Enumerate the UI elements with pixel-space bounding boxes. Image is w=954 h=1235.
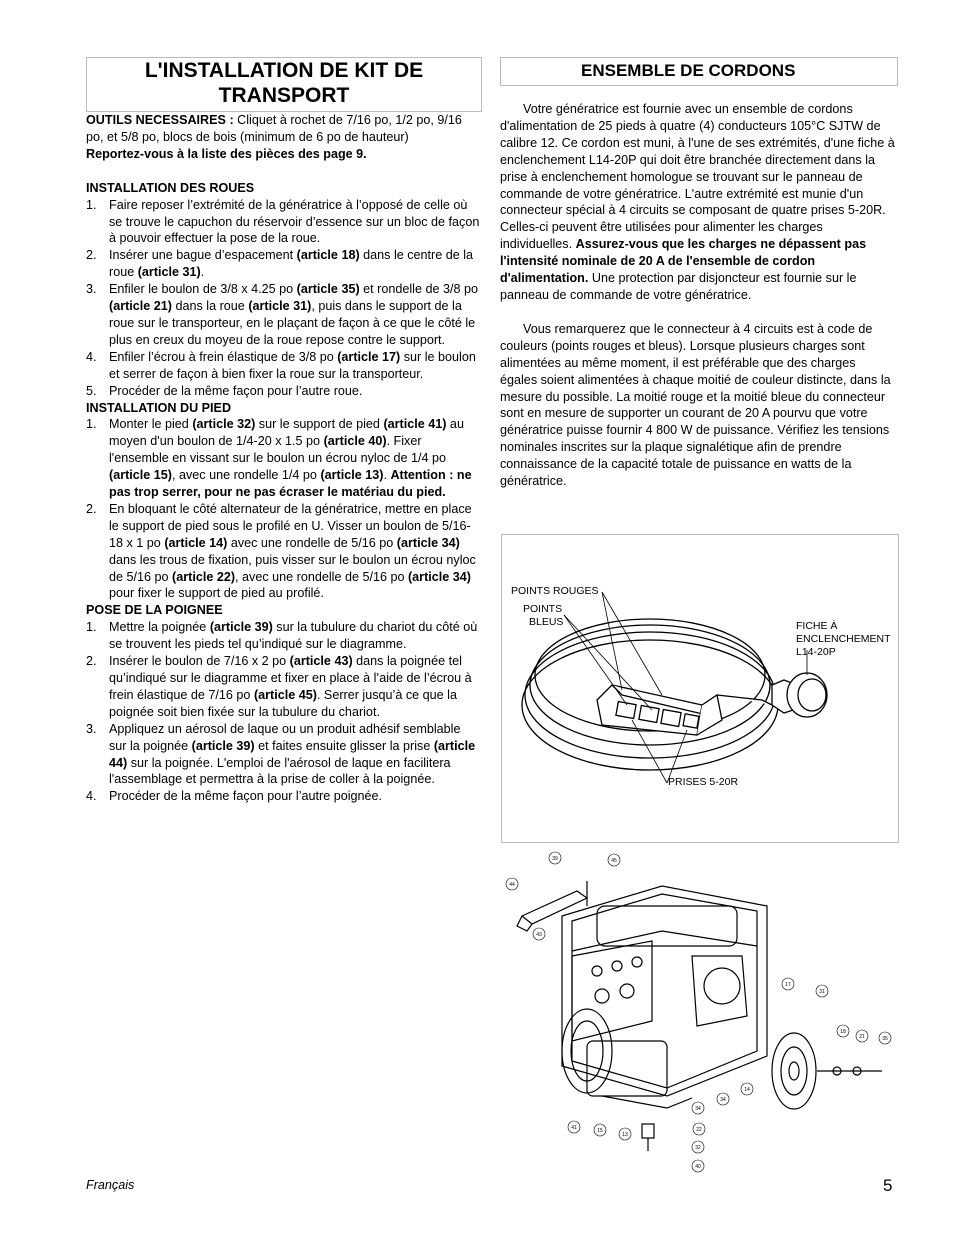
step-number: 1. xyxy=(86,620,97,635)
step-emphasis: (article 44) xyxy=(109,738,476,770)
page-number: 5 xyxy=(883,1176,893,1195)
step-text: , avec une rondelle 1/4 po xyxy=(172,468,321,483)
step-text: Insérer le boulon de 7/16 x 2 po xyxy=(109,654,290,669)
step-text: . Fixer l'ensemble en vissant sur le boulon un écrou nyloc de 1/4 po xyxy=(109,434,447,466)
step-text: dans la roue xyxy=(172,299,249,314)
step-item xyxy=(86,383,481,400)
cord-set-illustration xyxy=(502,535,898,842)
callout-32: 32 xyxy=(695,1145,701,1151)
step-item xyxy=(86,788,481,805)
plug-label-2: ENCLENCHEMENT xyxy=(796,633,891,645)
callout-44: 44 xyxy=(509,882,515,888)
outlets-label: PRISES 5-20R xyxy=(668,776,739,788)
step-number: 3. xyxy=(86,282,97,297)
callout-13: 13 xyxy=(622,1132,628,1138)
right-title-text: ENSEMBLE DE CORDONS xyxy=(581,61,796,80)
step-text: Mettre la poignée xyxy=(109,620,210,635)
step-emphasis: (article 15) xyxy=(109,468,172,483)
step-text: . xyxy=(200,265,205,280)
callout-18: 18 xyxy=(840,1029,846,1035)
step-emphasis: (article 40) xyxy=(323,434,387,449)
step-number: 2. xyxy=(86,654,97,669)
callout-14: 14 xyxy=(744,1087,750,1093)
tools-text: Cliquet à rochet de 7/16 po, 1/2 po, 9/16 po, et 5/8 po, blocs de bois (minimum de 6 po de hauteur) xyxy=(86,113,462,144)
step-number: 2. xyxy=(86,501,97,516)
cords-para1-end: Une protection par disjoncteur est fournie sur le panneau de commande de votre génératrice. xyxy=(500,271,857,302)
callout-45: 45 xyxy=(611,858,617,864)
step-text: Appliquez un aérosol de laque ou un produit adhésif semblable sur la poignée xyxy=(109,721,461,753)
step-item xyxy=(86,501,481,602)
right-column xyxy=(500,101,896,490)
callout-41: 41 xyxy=(571,1125,577,1131)
callout-35: 35 xyxy=(882,1036,888,1042)
step-text: et faites ensuite glisser la prise xyxy=(254,738,434,753)
step-text: sur le support de pied xyxy=(255,417,384,432)
step-emphasis: (article 39) xyxy=(209,620,273,635)
wheels-steps xyxy=(86,197,481,400)
cords-para1-warning: Assurez-vous que les charges ne dépassent pas l'intensité nominale de 20 A de l'ensemble de cordon d'alimentation. xyxy=(500,237,867,286)
step-text: dans la poignée tel qu’indiqué sur le diagramme et fixer en place à l’aide de l’écrou à frein élastique de 7/16 po xyxy=(109,654,472,702)
step-emphasis: (article 39) xyxy=(191,738,255,753)
plug-label-1: FICHE À xyxy=(796,620,838,632)
step-emphasis: (article 31) xyxy=(137,265,201,280)
step-text: pour fixer le support de pied au profilé. xyxy=(109,586,324,601)
foot-steps xyxy=(86,416,481,602)
step-number: 3. xyxy=(86,721,97,736)
plug-label-3: L14-20P xyxy=(796,646,836,658)
step-item xyxy=(86,653,481,721)
callout-21: 21 xyxy=(859,1034,865,1040)
step-emphasis: (article 31) xyxy=(248,299,312,314)
step-text: Monter le pied xyxy=(109,417,193,432)
foot-heading: INSTALLATION DU PIED xyxy=(86,400,232,415)
step-text: Faire reposer l’extrémité de la génératrice à l’opposé de celle où se trouve le capuchon du réservoir d’essence sur un bloc de façon à pouvoir effectuer la pose de la roue. xyxy=(109,197,480,246)
step-text: , puis dans le support de la roue sur le transporteur, en le plaçant de façon à ce que le côté le plus en creux du moyeu de la roue repose contre le support. xyxy=(109,299,476,347)
callout-34-a: 34 xyxy=(720,1097,726,1103)
cord-set-figure xyxy=(501,534,899,843)
step-emphasis: (article 21) xyxy=(109,299,172,314)
wheels-heading: INSTALLATION DES ROUES xyxy=(86,180,255,195)
step-number: 1. xyxy=(86,417,97,432)
spacer xyxy=(86,163,481,180)
step-text: sur la tubulure du chariot du côté où se trouvent les pieds tel qu’indiqué sur le diagramme. xyxy=(109,620,478,652)
step-text: sur la poignée. L'emploi de l'aérosol de laque en facilitera l'assemblage et permettra à la prise de coller à la poignée. xyxy=(109,755,451,787)
left-column xyxy=(86,112,481,805)
callout-40: 40 xyxy=(695,1164,701,1170)
step-emphasis: (article 41) xyxy=(383,417,447,432)
step-item xyxy=(86,721,481,789)
step-number: 5. xyxy=(86,383,97,398)
step-text: Enfiler le boulon de 3/8 x 4.25 po xyxy=(109,282,297,297)
step-emphasis: Attention : ne pas trop serrer, pour ne pas écraser le matériau du pied. xyxy=(109,468,472,500)
step-number: 4. xyxy=(86,789,97,804)
step-emphasis: (article 34) xyxy=(396,535,460,550)
step-text: Procéder de la même façon pour l’autre roue. xyxy=(109,383,363,398)
step-text: sur le boulon et serrer de façon à bien fixer la roue sur la transporteur. xyxy=(109,349,476,381)
tools-ref xyxy=(86,146,481,163)
blue-points-label-2: BLEUS xyxy=(529,616,564,628)
cords-para1: Votre génératrice est fournie avec un ensemble de cordons d'alimentation de 25 pieds à quatre (4) conducteurs 105°C SJTW de calibre 12. Ce cordon est muni, à l'une de ses extrémités, d'une fiche à enclenchement L14-20P qui doit être branchée directement dans la prise à enclenchement homologue se trouvant sur le panneau de commande de votre génératrice. L'autre extrémité est munie d'un connecteur spécial à 4 circuits se composant de quatre prises 5-20R. Celles-ci peuvent être utilisées pour alimenter les charges individuelles. xyxy=(500,102,895,252)
transport-kit-diagram xyxy=(492,846,900,1176)
step-item xyxy=(86,197,481,248)
step-text: Enfiler l’écrou à frein élastique de 3/8 po xyxy=(109,349,338,364)
step-text: . xyxy=(383,468,391,483)
step-item xyxy=(86,247,481,281)
step-emphasis: (article 18) xyxy=(296,248,360,263)
step-text: avec une rondelle de 5/16 po xyxy=(227,535,397,550)
callout-17: 17 xyxy=(785,982,791,988)
red-points-label: POINTS ROUGES xyxy=(511,585,599,597)
tools-paragraph xyxy=(86,112,481,146)
step-emphasis: (article 45) xyxy=(253,687,317,702)
step-item xyxy=(86,349,481,383)
step-number: 2. xyxy=(86,248,97,263)
step-text: . Serrer jusqu’à ce que la poignée soit bien fixée sur la tubulure du chariot. xyxy=(109,687,457,719)
callout-31: 31 xyxy=(819,989,825,995)
step-emphasis: (article 13) xyxy=(320,468,384,483)
callout-39: 39 xyxy=(552,856,558,862)
step-emphasis: (article 43) xyxy=(289,654,353,669)
left-title xyxy=(86,57,482,112)
blue-points-label-1: POINTS xyxy=(523,603,563,615)
left-title-line2: TRANSPORT xyxy=(218,84,350,107)
cords-paragraph-1 xyxy=(500,101,896,304)
step-number: 4. xyxy=(86,349,97,364)
cords-paragraph-2: Vous remarquerez que le connecteur à 4 circuits est à code de couleurs (points rouges et bleus). Lorsque plusieurs charges sont alimentées au même moment, il est préférable que des charges égales soient alimentées à chaque moitié de couleur distincte, dans la mesure du possible. La moitié rouge et la moitié bleue du connecteur sont en mesure de supporter un courant de 20 A pourvu que votre génératrice puisse fournir 4 800 W de puissance. Vérifiez les tensions nominales inscrites sur la plaque signalétique afin de prendre connaissance de la capacité totale de puissance en watts de la génératrice. xyxy=(500,321,891,489)
step-emphasis: (article 14) xyxy=(164,535,228,550)
step-text: et rondelle de 3/8 po xyxy=(359,282,478,297)
handle-heading: POSE DE LA POIGNEE xyxy=(86,603,223,618)
step-emphasis: (article 17) xyxy=(337,349,401,364)
step-emphasis: (article 35) xyxy=(296,282,360,297)
left-title-line1: L'INSTALLATION DE KIT DE xyxy=(144,59,424,82)
spacer xyxy=(500,304,896,321)
callout-22: 22 xyxy=(696,1127,702,1133)
step-text: au moyen d'un boulon de 1/4-20 x 1.5 po xyxy=(109,417,464,449)
step-text: , avec une rondelle de 5/16 po xyxy=(235,569,408,584)
tools-ref-text: Reportez-vous à la liste des pièces des page 9. xyxy=(86,146,367,161)
step-text: dans le centre de la roue xyxy=(109,248,474,280)
footer-language: Français xyxy=(86,1178,135,1192)
callout-34-b: 34 xyxy=(695,1106,701,1112)
step-item xyxy=(86,619,481,653)
callout-43: 43 xyxy=(536,932,542,938)
step-text: dans les trous de fixation, puis visser sur le boulon un écrou nyloc de 5/16 po xyxy=(109,552,476,584)
handle-steps xyxy=(86,619,481,805)
callout-15: 15 xyxy=(597,1128,603,1134)
right-title xyxy=(500,57,898,86)
step-text: Procéder de la même façon pour l’autre poignée. xyxy=(109,789,383,804)
step-emphasis: (article 34) xyxy=(407,569,471,584)
step-item xyxy=(86,416,481,501)
step-text: Insérer une bague d’espacement xyxy=(109,248,297,263)
step-emphasis: (article 32) xyxy=(192,417,256,432)
step-number: 1. xyxy=(86,197,97,212)
transport-kit-illustration xyxy=(492,846,900,1176)
step-emphasis: (article 22) xyxy=(172,569,236,584)
step-text: En bloquant le côté alternateur de la génératrice, mettre en place le support de pied sous le profilé en U. Visser un boulon de 5/16-18 x 1 po xyxy=(109,501,472,550)
tools-label: OUTILS NECESSAIRES : xyxy=(86,113,234,127)
step-item xyxy=(86,281,481,349)
